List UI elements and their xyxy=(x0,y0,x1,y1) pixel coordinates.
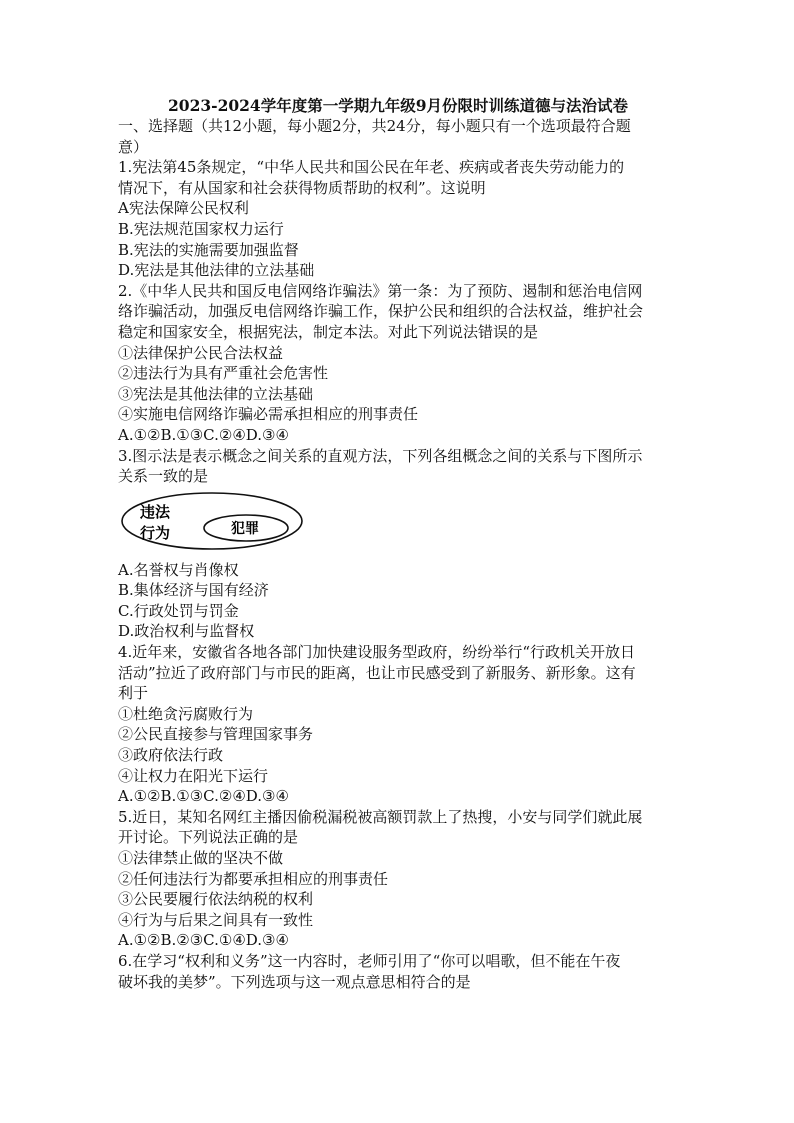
outer-label-line1: 违法 xyxy=(140,502,171,521)
q3-option-b: B.集体经济与国有经济 xyxy=(118,581,269,600)
q2-stem-cont: 络诈骗活动，加强反电信网络诈骗工作，保护公民和组织的合法权益，维护社会 xyxy=(118,302,644,321)
q4-item-1: ①杜绝贪污腐败行为 xyxy=(118,704,254,723)
q6-stem: 6.在学习“权利和义务”这一内容时，老师引用了“你可以唱歌，但不能在午夜 xyxy=(118,951,621,970)
q2-answer-options: A.①②B.①③C.②④D.③④ xyxy=(118,425,289,444)
q2-stem: 2.《中华人民共和国反电信网络诈骗法》第一条：为了预防、遏制和惩治电信网 xyxy=(118,281,643,300)
q2-item-3: ③宪法是其他法律的立法基础 xyxy=(118,384,314,403)
q3-option-d: D.政治权利与监督权 xyxy=(118,622,255,641)
q3-option-c: C.行政处罚与罚金 xyxy=(118,601,239,620)
q2-item-2: ②违法行为具有严重社会危害性 xyxy=(118,364,329,383)
q4-stem: 4.近年来，安徽省各地各部门加快建设服务型政府，纷纷举行“行政机关开放日 xyxy=(118,643,635,662)
inner-label: 犯罪 xyxy=(231,520,259,537)
q2-stem-cont2: 稳定和国家安全，根据宪法，制定本法。对此下列说法错误的是 xyxy=(118,322,539,341)
section-header: 一、选择题（共12小题，每小题2分，共24分，每小题只有一个选项最符合题 xyxy=(118,117,631,135)
q6-stem-cont: 破坏我的美梦”。下列选项与这一观点意思相符合的是 xyxy=(118,972,471,991)
question-4 xyxy=(118,642,678,807)
q1-stem-cont: 情况下，有从国家和社会获得物质帮助的权利”。这说明 xyxy=(118,178,486,197)
section-header-cont: 意） xyxy=(118,137,149,156)
q1-option-b: B.宪法规范国家权力运行 xyxy=(118,219,284,238)
q5-stem-cont: 开讨论。下列说法正确的是 xyxy=(118,828,299,847)
question-6 xyxy=(118,951,678,992)
exam-page xyxy=(118,96,678,992)
q4-item-2: ②公民直接参与管理国家事务 xyxy=(118,725,314,744)
q5-answer-options: A.①②B.②③C.①④D.③④ xyxy=(118,931,289,950)
q1-option-d: D.宪法是其他法律的立法基础 xyxy=(118,261,315,280)
q2-item-1: ①法律保护公民合法权益 xyxy=(118,343,284,362)
q3-stem-cont: 关系一致的是 xyxy=(118,467,209,486)
q1-option-a: A宪法保障公民权利 xyxy=(118,199,249,218)
q3-option-a: A.名誉权与肖像权 xyxy=(118,560,239,579)
q4-item-3: ③政府依法行政 xyxy=(118,746,224,765)
question-5 xyxy=(118,807,678,951)
q1-stem: 1.宪法第45条规定，“中华人民共和国公民在年老、疾病或者丧失劳动能力的 xyxy=(118,158,625,177)
q2-item-4: ④实施电信网络诈骗必需承担相应的刑事责任 xyxy=(118,405,419,424)
page-title: 2023-2024学年度第一学期九年级9月份限时训练道德与法治试卷 xyxy=(168,96,628,115)
q5-item-2: ②任何违法行为都要承担相应的刑事责任 xyxy=(118,869,389,888)
q4-item-4: ④让权力在阳光下运行 xyxy=(118,766,269,785)
question-1 xyxy=(118,157,678,281)
q1-option-c: B.宪法的实施需要加强监督 xyxy=(118,240,299,259)
q5-item-3: ③公民要履行依法纳税的权利 xyxy=(118,890,314,909)
venn-diagram xyxy=(118,490,306,552)
q5-stem: 5.近日，某知名网红主播因偷税漏税被高额罚款上了热搜，小安与同学们就此展 xyxy=(118,807,643,826)
q4-stem-cont: 活动”拉近了政府部门与市民的距离，也让市民感受到了新服务、新形象。这有 xyxy=(118,663,636,682)
q3-stem: 3.图示法是表示概念之间关系的直观方法，下列各组概念之间的关系与下图所示 xyxy=(118,446,643,465)
q5-item-4: ④行为与后果之间具有一致性 xyxy=(118,910,314,929)
q4-answer-options: A.①②B.①③C.②④D.③④ xyxy=(118,787,289,806)
q4-stem-cont2: 利于 xyxy=(118,684,149,703)
outer-label-line2: 行为 xyxy=(140,523,171,542)
question-2 xyxy=(118,281,678,446)
question-3 xyxy=(118,446,678,643)
venn-diagram-svg xyxy=(118,490,306,552)
q5-item-1: ①法律禁止做的坚决不做 xyxy=(118,849,284,867)
